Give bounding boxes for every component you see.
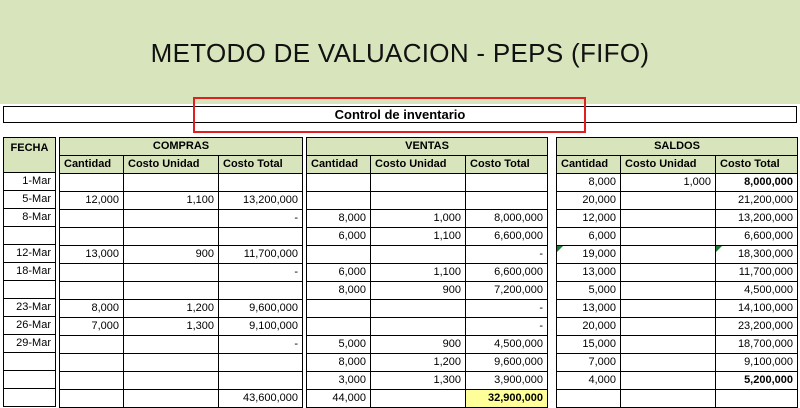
saldos-costo-total-cell[interactable]: 5,200,000 <box>716 372 798 390</box>
saldos-costo-unidad-cell[interactable]: 1,000 <box>621 174 716 192</box>
fecha-cell[interactable]: 23-Mar <box>4 299 56 317</box>
ventas-costo-unidad-cell[interactable]: 1,200 <box>371 354 466 372</box>
ventas-cantidad-cell[interactable] <box>307 318 371 336</box>
table-row <box>557 318 798 336</box>
saldos-cantidad-cell[interactable]: 4,000 <box>557 372 621 390</box>
compras-cantidad-cell[interactable] <box>60 336 124 354</box>
ventas-costo-total-cell[interactable]: 32,900,000 <box>466 390 548 408</box>
saldos-costo-total-cell[interactable]: 11,700,000 <box>716 264 798 282</box>
compras-costo-unidad-cell[interactable] <box>124 354 219 372</box>
saldos-cantidad-cell[interactable]: 13,000 <box>557 300 621 318</box>
compras-costo-unidad-cell[interactable] <box>124 228 219 246</box>
ventas-cantidad-cell[interactable]: 6,000 <box>307 228 371 246</box>
compras-costo-total-cell[interactable]: - <box>219 336 303 354</box>
saldos-table <box>556 137 798 408</box>
compras-costo-unidad-cell[interactable] <box>124 264 219 282</box>
saldos-cantidad-cell[interactable]: 5,000 <box>557 282 621 300</box>
saldos-cantidad-cell[interactable]: 12,000 <box>557 210 621 228</box>
fecha-table <box>3 137 56 407</box>
table-row <box>557 336 798 354</box>
ventas-cantidad-cell[interactable]: 8,000 <box>307 354 371 372</box>
ventas-costo-unidad-cell[interactable]: 1,300 <box>371 372 466 390</box>
table-row <box>307 318 548 336</box>
ventas-costo-unidad-cell[interactable] <box>371 246 466 264</box>
compras-cantidad-cell[interactable] <box>60 372 124 390</box>
ventas-costo-total-cell[interactable] <box>466 192 548 210</box>
selection-highlight <box>193 97 586 133</box>
compras-costo-total-cell[interactable] <box>219 174 303 192</box>
compras-table <box>59 137 303 408</box>
compras-cantidad-cell[interactable] <box>60 354 124 372</box>
ventas-costo-total-cell[interactable]: - <box>466 300 548 318</box>
compras-costo-unidad-cell[interactable] <box>124 174 219 192</box>
table-row <box>60 336 303 354</box>
saldos-costo-unidad-cell[interactable] <box>621 300 716 318</box>
saldos-cantidad-cell[interactable]: 7,000 <box>557 354 621 372</box>
table-row <box>4 317 56 335</box>
compras-costo-total-cell[interactable] <box>219 372 303 390</box>
ventas-costo-total-cell[interactable]: 3,900,000 <box>466 372 548 390</box>
table-row <box>557 228 798 246</box>
ventas-costo-total-cell[interactable]: - <box>466 318 548 336</box>
compras-costo-total-header: Costo Total <box>219 156 303 174</box>
table-row <box>4 371 56 389</box>
fecha-cell[interactable] <box>4 227 56 245</box>
compras-header: COMPRAS <box>60 138 303 156</box>
fecha-cell[interactable]: 12-Mar <box>4 245 56 263</box>
ventas-cantidad-cell[interactable]: 6,000 <box>307 264 371 282</box>
ventas-table <box>306 137 548 408</box>
compras-cantidad-cell[interactable]: 8,000 <box>60 300 124 318</box>
table-row <box>60 372 303 390</box>
ventas-cantidad-cell[interactable]: 3,000 <box>307 372 371 390</box>
compras-costo-unidad-cell[interactable]: 1,200 <box>124 300 219 318</box>
table-row <box>60 300 303 318</box>
saldos-costo-unidad-cell[interactable] <box>621 318 716 336</box>
saldos-costo-unidad-cell[interactable] <box>621 192 716 210</box>
table-row <box>60 228 303 246</box>
compras-costo-total-cell[interactable] <box>219 282 303 300</box>
ventas-cantidad-cell[interactable]: 44,000 <box>307 390 371 408</box>
ventas-costo-total-cell[interactable] <box>466 174 548 192</box>
saldos-costo-unidad-cell[interactable] <box>621 264 716 282</box>
ventas-costo-unidad-cell[interactable]: 1,000 <box>371 210 466 228</box>
ventas-costo-total-cell[interactable]: 6,600,000 <box>466 228 548 246</box>
table-row <box>307 264 548 282</box>
compras-cantidad-cell[interactable]: 7,000 <box>60 318 124 336</box>
compras-cantidad-cell[interactable]: 13,000 <box>60 246 124 264</box>
table-row <box>4 389 56 407</box>
ventas-costo-unidad-cell[interactable]: 1,100 <box>371 264 466 282</box>
ventas-costo-unidad-cell[interactable]: 900 <box>371 336 466 354</box>
table-row <box>4 335 56 353</box>
compras-costo-unidad-cell[interactable] <box>124 372 219 390</box>
fecha-cell[interactable]: 5-Mar <box>4 191 56 209</box>
table-row <box>557 264 798 282</box>
saldos-cantidad-cell[interactable]: 8,000 <box>557 174 621 192</box>
saldos-cantidad-cell[interactable]: 20,000 <box>557 192 621 210</box>
ventas-cantidad-cell[interactable]: 8,000 <box>307 282 371 300</box>
fecha-cell[interactable]: 29-Mar <box>4 335 56 353</box>
table-row <box>4 353 56 371</box>
table-row <box>4 191 56 209</box>
table-row <box>60 174 303 192</box>
saldos-costo-unidad-cell[interactable] <box>621 210 716 228</box>
table-row <box>4 299 56 317</box>
ventas-cantidad-cell[interactable] <box>307 246 371 264</box>
fecha-cell[interactable] <box>4 371 56 389</box>
ventas-costo-unidad-cell[interactable] <box>371 318 466 336</box>
saldos-costo-unidad-cell[interactable] <box>621 228 716 246</box>
ventas-costo-total-cell[interactable]: - <box>466 246 548 264</box>
compras-costo-total-cell[interactable]: 9,600,000 <box>219 300 303 318</box>
table-row <box>60 264 303 282</box>
table-row <box>60 318 303 336</box>
compras-costo-unidad-cell[interactable] <box>124 282 219 300</box>
compras-costo-total-cell[interactable]: 11,700,000 <box>219 246 303 264</box>
table-row <box>307 246 548 264</box>
saldos-cantidad-cell[interactable]: 19,000 <box>557 246 621 264</box>
table-row <box>60 282 303 300</box>
ventas-costo-total-cell[interactable]: 8,000,000 <box>466 210 548 228</box>
ventas-costo-unidad-header: Costo Unidad <box>371 156 466 174</box>
ventas-costo-total-cell[interactable]: 4,500,000 <box>466 336 548 354</box>
table-row <box>4 245 56 263</box>
ventas-cantidad-header: Cantidad <box>307 156 371 174</box>
fecha-cell[interactable]: 8-Mar <box>4 209 56 227</box>
table-row <box>307 192 548 210</box>
table-row <box>307 372 548 390</box>
saldos-cantidad-cell[interactable]: 20,000 <box>557 318 621 336</box>
table-row <box>307 210 548 228</box>
compras-cantidad-cell[interactable] <box>60 282 124 300</box>
saldos-header: SALDOS <box>557 138 798 156</box>
ventas-costo-total-cell[interactable]: 7,200,000 <box>466 282 548 300</box>
control-title: Control de inventario <box>334 107 466 122</box>
compras-costo-total-cell[interactable]: 9,100,000 <box>219 318 303 336</box>
saldos-cantidad-cell[interactable]: 13,000 <box>557 264 621 282</box>
compras-costo-unidad-cell[interactable]: 900 <box>124 246 219 264</box>
table-row <box>557 210 798 228</box>
compras-costo-unidad-cell[interactable]: 1,300 <box>124 318 219 336</box>
ventas-costo-unidad-cell[interactable]: 1,100 <box>371 228 466 246</box>
table-row <box>4 281 56 299</box>
compras-costo-unidad-cell[interactable]: 1,100 <box>124 192 219 210</box>
saldos-costo-total-cell[interactable]: 18,300,000 <box>716 246 798 264</box>
table-row <box>4 263 56 281</box>
table-row <box>307 228 548 246</box>
fecha-cell[interactable]: 1-Mar <box>4 173 56 191</box>
saldos-costo-total-cell[interactable]: 21,200,000 <box>716 192 798 210</box>
table-row <box>307 354 548 372</box>
saldos-costo-unidad-cell[interactable] <box>621 372 716 390</box>
ventas-costo-unidad-cell[interactable]: 900 <box>371 282 466 300</box>
fecha-cell[interactable]: 26-Mar <box>4 317 56 335</box>
compras-costo-unidad-header: Costo Unidad <box>124 156 219 174</box>
saldos-costo-total-cell[interactable]: 8,000,000 <box>716 174 798 192</box>
table-row <box>557 192 798 210</box>
compras-cantidad-cell[interactable] <box>60 264 124 282</box>
compras-cantidad-cell[interactable] <box>60 210 124 228</box>
ventas-costo-unidad-cell[interactable] <box>371 192 466 210</box>
compras-cantidad-cell[interactable]: 12,000 <box>60 192 124 210</box>
compras-cantidad-cell[interactable] <box>60 228 124 246</box>
saldos-costo-total-cell[interactable]: 4,500,000 <box>716 282 798 300</box>
saldos-cantidad-header: Cantidad <box>557 156 621 174</box>
table-row <box>60 354 303 372</box>
title-banner <box>0 0 800 104</box>
table-row <box>307 174 548 192</box>
compras-costo-unidad-cell[interactable] <box>124 210 219 228</box>
page-title: METODO DE VALUACION - PEPS (FIFO) <box>150 38 650 68</box>
saldos-costo-total-header: Costo Total <box>716 156 798 174</box>
table-row <box>307 300 548 318</box>
table-row <box>60 210 303 228</box>
saldos-cantidad-cell[interactable]: 6,000 <box>557 228 621 246</box>
table-row <box>557 300 798 318</box>
fecha-cell[interactable] <box>4 389 56 407</box>
ventas-costo-total-header: Costo Total <box>466 156 548 174</box>
compras-costo-total-cell[interactable] <box>219 354 303 372</box>
table-row <box>557 354 798 372</box>
table-row <box>60 246 303 264</box>
compras-cantidad-cell[interactable] <box>60 174 124 192</box>
saldos-costo-unidad-cell[interactable] <box>621 246 716 264</box>
saldos-costo-unidad-cell[interactable] <box>621 282 716 300</box>
saldos-costo-total-cell[interactable]: 9,100,000 <box>716 354 798 372</box>
compras-costo-total-cell[interactable]: 13,200,000 <box>219 192 303 210</box>
table-row <box>557 174 798 192</box>
compras-costo-total-cell[interactable] <box>219 228 303 246</box>
table-row <box>307 282 548 300</box>
table-row <box>4 227 56 245</box>
ventas-costo-total-cell[interactable]: 9,600,000 <box>466 354 548 372</box>
fecha-header: FECHA <box>4 138 56 173</box>
compras-costo-total-cell[interactable]: 43,600,000 <box>219 390 303 408</box>
saldos-costo-unidad-header: Costo Unidad <box>621 156 716 174</box>
table-row <box>4 173 56 191</box>
ventas-costo-unidad-cell[interactable] <box>371 300 466 318</box>
compras-costo-total-cell[interactable]: - <box>219 210 303 228</box>
ventas-cantidad-cell[interactable]: 8,000 <box>307 210 371 228</box>
table-row <box>60 192 303 210</box>
table-row <box>4 209 56 227</box>
saldos-costo-total-cell[interactable]: 6,600,000 <box>716 228 798 246</box>
table-row <box>307 336 548 354</box>
saldos-costo-unidad-cell[interactable] <box>621 354 716 372</box>
ventas-cantidad-cell[interactable] <box>307 300 371 318</box>
compras-costo-total-cell[interactable]: - <box>219 264 303 282</box>
fecha-cell[interactable]: 18-Mar <box>4 263 56 281</box>
table-row <box>557 246 798 264</box>
fecha-cell[interactable] <box>4 353 56 371</box>
compras-costo-unidad-cell[interactable] <box>124 336 219 354</box>
ventas-cantidad-cell[interactable] <box>307 192 371 210</box>
ventas-header: VENTAS <box>307 138 548 156</box>
ventas-costo-unidad-cell[interactable] <box>371 174 466 192</box>
ventas-cantidad-cell[interactable]: 5,000 <box>307 336 371 354</box>
saldos-costo-total-cell[interactable]: 14,100,000 <box>716 300 798 318</box>
saldos-costo-total-cell[interactable]: 23,200,000 <box>716 318 798 336</box>
saldos-costo-unidad-cell[interactable] <box>621 336 716 354</box>
ventas-costo-total-cell[interactable]: 6,600,000 <box>466 264 548 282</box>
saldos-costo-total-cell[interactable]: 18,700,000 <box>716 336 798 354</box>
saldos-cantidad-cell[interactable]: 15,000 <box>557 336 621 354</box>
table-row <box>557 282 798 300</box>
fecha-cell[interactable] <box>4 281 56 299</box>
compras-cantidad-header: Cantidad <box>60 156 124 174</box>
ventas-cantidad-cell[interactable] <box>307 174 371 192</box>
saldos-costo-total-cell[interactable]: 13,200,000 <box>716 210 798 228</box>
table-row <box>557 372 798 390</box>
